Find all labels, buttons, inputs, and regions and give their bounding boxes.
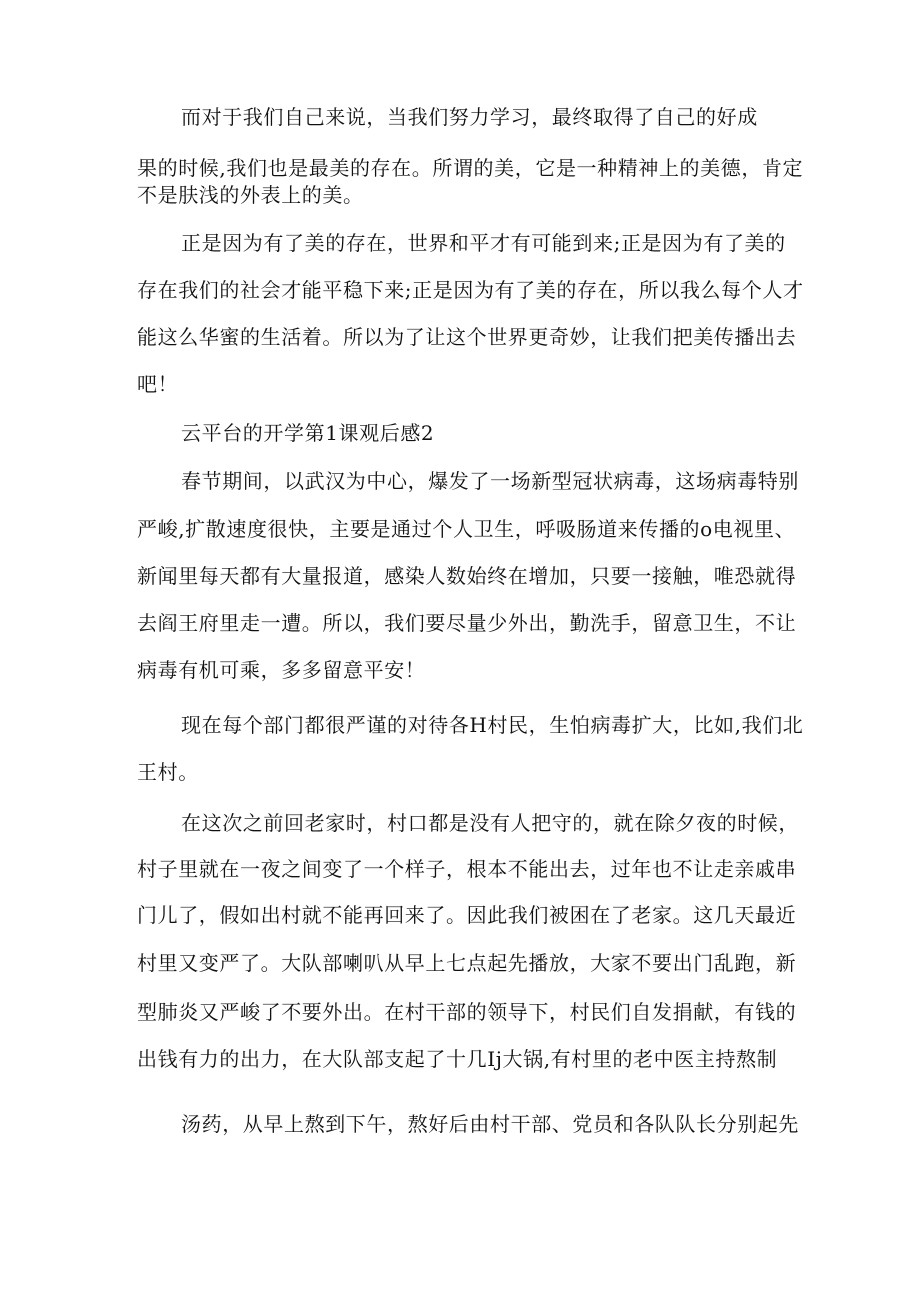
text-line: 出钱有力的出力，在大队部支起了十几Ij大锅,有村里的老中医主持熬制 (137, 1047, 778, 1071)
text-line: 去阎王府里走一遭。所以，我们要尽量少外出，勤洗手，留意卫生，不让 (137, 611, 797, 635)
text-line: 现在每个部门都很严谨的对待各H村民，生怕病毒扩大，比如,我们北 (181, 713, 804, 737)
text-line: 村子里就在一夜之间变了一个样子，根本不能出去，过年也不让走亲戚串 (137, 857, 797, 881)
text-line: 能这么华蜜的生活着。所以为了让这个世界更奇妙，让我们把美传播出去 (137, 325, 797, 349)
text-line: 而对于我们自己来说，当我们努力学习，最终取得了自己的好成 (181, 105, 758, 129)
text-line: 病毒有机可乘，多多留意平安！ (137, 658, 426, 682)
text-line: 门儿了，假如出村就不能再回来了。因此我们被困在了老家。这几天最近 (137, 903, 797, 927)
text-line: 严峻,扩散速度很快，主要是通过个人卫生，呼吸肠道来传播的o电视里、 (137, 517, 796, 541)
text-line: 春节期间，以武汉为中心，爆发了一场新型冠状病毒，这场病毒特别 (181, 469, 799, 493)
text-line: 吧！ (137, 372, 179, 396)
section-heading: 云平台的开学第1课观后感2 (181, 421, 435, 445)
text-line: 果的时候,我们也是最美的存在。所谓的美，它是一种精神上的美德，肯定 (137, 156, 804, 180)
text-line: 王村。 (137, 760, 199, 784)
text-line: 村里又变严了。大队部喇叭从早上七点起先播放，大家不要出门乱跑，新 (137, 951, 797, 975)
text-line: 型肺炎又严峻了不要外出。在村干部的领导下，村民们自发捐献，有钱的 (137, 1000, 797, 1024)
text-line: 正是因为有了美的存在，世界和平才有可能到来;正是因为有了美的 (181, 231, 786, 255)
text-line: 新闻里每天都有大量报道，感染人数始终在增加，只要一接触，唯恐就得 (137, 564, 797, 588)
text-line: 不是肤浅的外表上的美。 (137, 183, 364, 207)
text-line: 存在我们的社会才能平稳下来;正是因为有了美的存在，所以我么每个人才 (137, 278, 804, 302)
text-line: 在这次之前回老家时，村口都是没有人把守的，就在除夕夜的时候， (181, 811, 799, 835)
text-line: 汤药，从早上熬到下午，熬好后由村干部、党员和各队队长分别起先 (181, 1112, 799, 1136)
